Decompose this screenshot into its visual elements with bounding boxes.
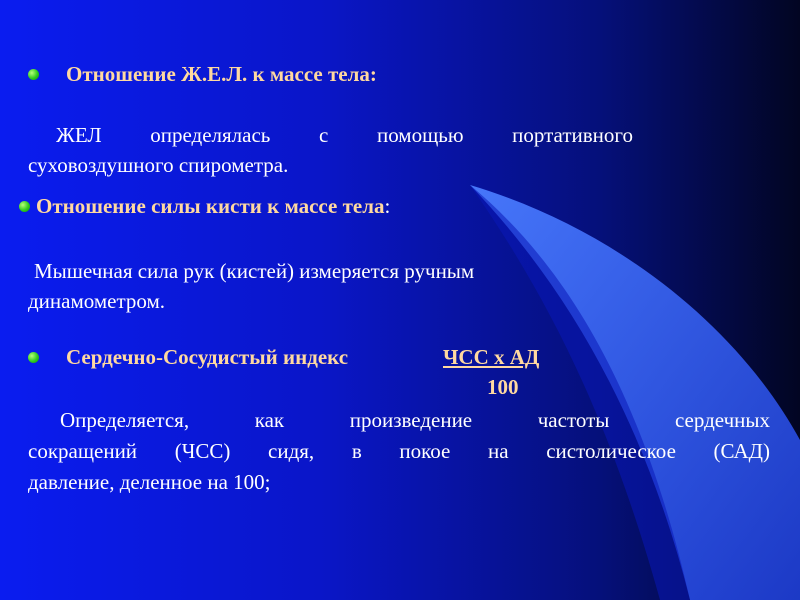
- section2-heading: Отношение силы кисти к массе тела: [36, 194, 385, 218]
- section2-line2: динамометром.: [28, 289, 166, 313]
- section2-heading-row: [36, 193, 390, 219]
- section3-line2: сокращений (ЧСС) сидя, в покое на систолическое (САД): [28, 439, 770, 463]
- formula-denominator: 100: [487, 375, 519, 399]
- section2-heading-colon: :: [384, 194, 391, 218]
- formula-numerator: ЧСС х АД: [443, 345, 540, 369]
- bullet-icon: [19, 201, 30, 212]
- bullet-icon: [28, 69, 39, 80]
- section3-line1: Определяется, как произведение частоты сердечных: [60, 408, 770, 432]
- section2-line1: Мышечная сила рук (кистей) измеряется ручным: [34, 259, 475, 283]
- section1-line1: ЖЕЛ определялась с помощью портативного: [56, 123, 633, 147]
- section1-line2: суховоздушного спирометра.: [28, 153, 289, 177]
- section3-heading: Сердечно-Сосудистый индекс: [66, 345, 349, 369]
- section3-line3: давление, деленное на 100;: [28, 470, 271, 494]
- bullet-icon: [28, 352, 39, 363]
- section1-heading: Отношение Ж.Е.Л. к массе тела:: [66, 62, 377, 86]
